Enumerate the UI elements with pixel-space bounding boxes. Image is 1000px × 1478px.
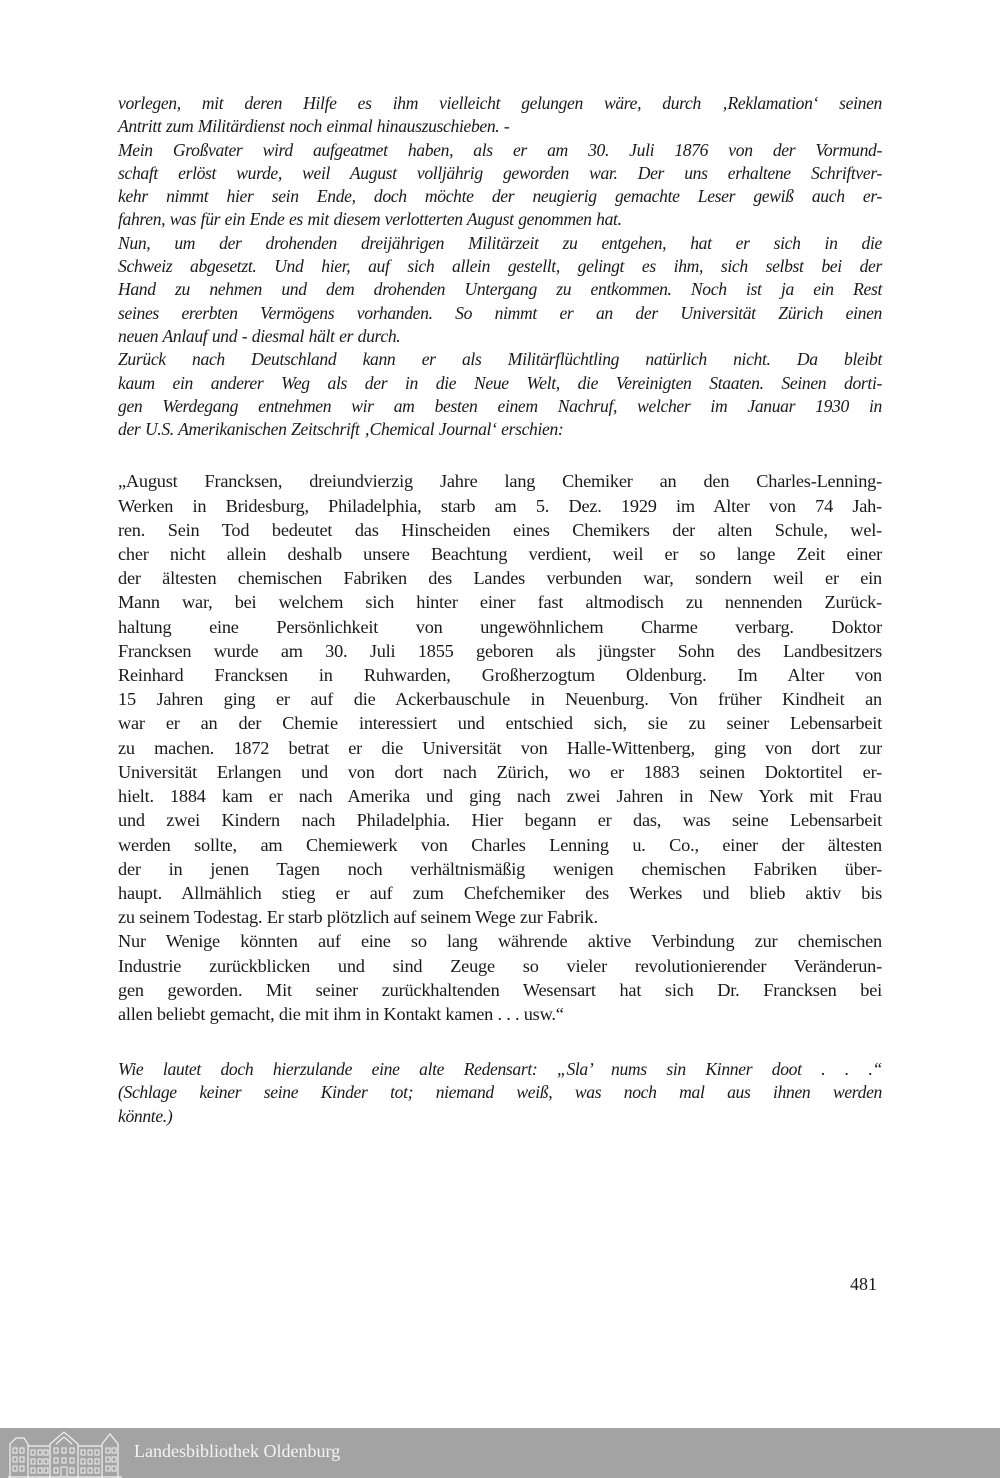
text-line: und zwei Kindern nach Philadelphia. Hier begann er das, was seine Lebensarbeit	[118, 810, 882, 831]
text-line: fahren, was für ein Ende es mit diesem verlotterten August genommen hat.	[118, 209, 622, 230]
text-line: ren. Sein Tod bedeutet das Hinscheiden eines Chemikers der alten Schule, wel-	[118, 519, 882, 540]
text-line: neuen Anlauf und - diesmal hält er durch.	[118, 325, 401, 346]
text-line: Schweiz abgesetzt. Und hier, auf sich allein gestellt, gelingt es ihm, sich selbst bei der	[118, 256, 882, 277]
text-line: Wie lautet doch hierzulande eine alte Redensart: „Sla’ nums sin Kinner doot . . .“	[118, 1059, 882, 1080]
page-number: 481	[850, 1274, 877, 1294]
text-line: hielt. 1884 kam er nach Amerika und ging nach zwei Jahren in New York mit Frau	[118, 786, 882, 807]
page-body	[118, 92, 882, 1128]
text-line: seines ererbten Vermögens vorhanden. So nimmt er an der Universität Zürich einen	[118, 302, 882, 323]
text-line: haltung eine Persönlichkeit von ungewöhnlichem Charme verbarg. Doktor	[118, 616, 882, 637]
text-line: Universität Erlangen und von dort nach Zürich, wo er 1883 seinen Doktortitel er-	[118, 761, 882, 782]
text-line: könnte.)	[118, 1105, 173, 1126]
text-line: Nur Wenige könnten auf eine so lang währende aktive Verbindung zur chemischen	[118, 931, 882, 952]
text-line: 15 Jahren ging er auf die Ackerbauschule in Neuenburg. Von früher Kindheit an	[118, 689, 882, 710]
text-line: (Schlage keiner seine Kinder tot; niemand weiß, was noch mal aus ihnen werden	[118, 1082, 882, 1103]
text-line: zu seinem Todestag. Er starb plötzlich auf seinem Wege zur Fabrik.	[118, 907, 598, 928]
text-line: Zurück nach Deutschland kann er als Militärflüchtling natürlich nicht. Da bleibt	[118, 349, 882, 370]
text-line: Mann war, bei welchem sich hinter einer fast altmodisch zu nennenden Zurück-	[118, 592, 882, 613]
text-line: Reinhard Francksen in Ruhwarden, Großherzogtum Oldenburg. Im Alter von	[118, 665, 882, 686]
text-line: allen beliebt gemacht, die mit ihm in Kontakt kamen . . . usw.“	[118, 1003, 564, 1024]
text-line: Francksen wurde am 30. Juli 1855 geboren als jüngster Sohn des Landbesitzers	[118, 640, 882, 661]
obituary-quote-section	[118, 469, 882, 1026]
text-line: gen Werdegang entnehmen wir am besten einem Nachruf, welcher im Januar 1930 in	[118, 395, 882, 416]
text-line: werden sollte, am Chemiewerk von Charles Lenning u. Co., einer der ältesten	[118, 834, 882, 855]
text-line: Industrie zurückblicken und sind Zeuge so vieler revolutionierender Veränderun-	[118, 955, 882, 976]
text-line: vorlegen, mit deren Hilfe es ihm vielleicht gelungen wäre, durch ‚Reklamation‘ seinen	[118, 93, 882, 113]
text-line: „August Francksen, dreiundvierzig Jahre lang Chemiker an den Charles-Lenning-	[118, 471, 882, 492]
closing-italic-section	[118, 1058, 882, 1128]
text-line: haupt. Allmählich stieg er auf zum Chefchemiker des Werkes und blieb aktiv bis	[118, 882, 882, 903]
text-line: Mein Großvater wird aufgeatmet haben, als er am 30. Juli 1876 von der Vormund-	[118, 139, 882, 160]
text-line: kaum ein anderer Weg als der in die Neue Welt, die Vereinigten Staaten. Seinen dorti-	[118, 372, 882, 393]
text-line: der U.S. Amerikanischen Zeitschrift ‚Chemical Journal‘ erschien:	[118, 419, 564, 440]
library-name: Landesbibliothek Oldenburg	[134, 1441, 341, 1461]
narrative-italic-section	[118, 92, 882, 441]
text-line: Antritt zum Militärdienst noch einmal hinauszuschieben. -	[118, 116, 510, 137]
text-line: Hand zu nehmen und dem drohenden Untergang zu entkommen. Noch ist ja ein Rest	[118, 279, 882, 300]
text-line: der ältesten chemischen Fabriken des Landes verbunden war, sondern weil er ein	[118, 568, 882, 589]
text-line: schaft erlöst wurde, weil August volljährig geworden war. Der uns erhaltene Schriftver-	[118, 162, 882, 183]
library-footer-bar	[0, 1428, 1000, 1478]
text-line: Werken in Bridesburg, Philadelphia, starb am 5. Dez. 1929 im Alter von 74 Jah-	[118, 495, 882, 516]
text-line: war er an der Chemie interessiert und entschied sich, sie zu seiner Lebensarbeit	[118, 713, 882, 734]
library-building-icon	[6, 1430, 124, 1478]
text-line: cher nicht allein deshalb unsere Beachtung verdient, weil er so lange Zeit einer	[118, 544, 882, 565]
text-line: gen geworden. Mit seiner zurückhaltenden Wesensart hat sich Dr. Francksen bei	[118, 979, 882, 1000]
text-line: kehr nimmt hier sein Ende, doch möchte der neugierig gemachte Leser gewiß auch er-	[118, 186, 882, 207]
text-line: der in jenen Tagen noch verhältnismäßig wenigen chemischen Fabriken über-	[118, 858, 882, 879]
text-line: zu machen. 1872 betrat er die Universität von Halle-Wittenberg, ging von dort zur	[118, 737, 882, 758]
text-line: Nun, um der drohenden dreijährigen Militärzeit zu entgehen, hat er sich in die	[118, 232, 882, 253]
